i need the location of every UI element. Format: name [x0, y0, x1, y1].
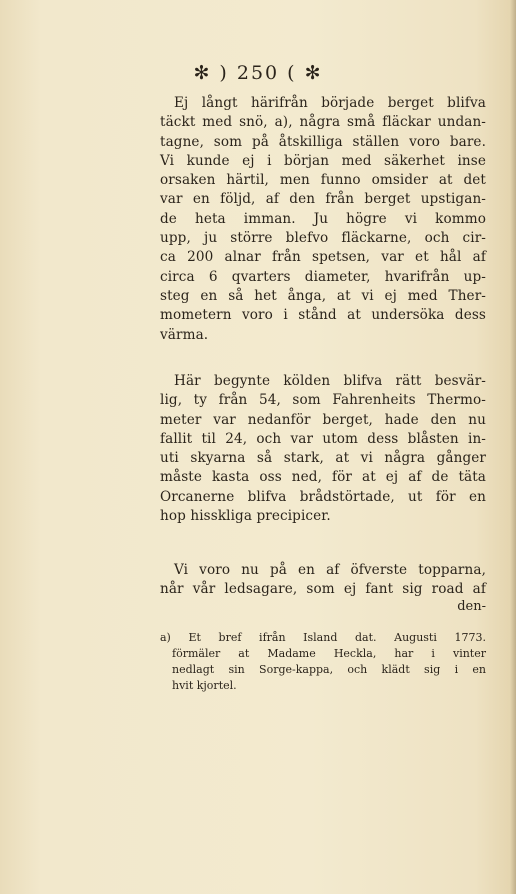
catchword: den- — [457, 599, 486, 614]
footnote-line: förmäler at Madame Heckla, har i vinter — [172, 647, 486, 660]
footnote-line: nedlagt sin Sorge-kappa, och klädt sig i en — [172, 663, 486, 676]
text-line: upp, ju större blefvo fläckarne, och cir- — [160, 230, 486, 247]
paragraph-3 — [160, 561, 486, 600]
text-line: meter var nedanför berget, hade den nu — [160, 411, 486, 428]
text-line: Orcanerne blifva brådstörtade, ut för en — [160, 488, 486, 505]
page-header: ✻ ) 250 ( ✻ — [193, 62, 323, 84]
text-line: mometern voro i stånd at undersöka dess — [160, 307, 486, 324]
text-line: uti skyarna så stark, at vi några gånger — [160, 450, 486, 467]
text-line: fallit til 24, och var utom dess blåsten in- — [160, 430, 486, 447]
text-line: Här begynte kölden blifva rätt besvär- — [174, 373, 486, 389]
text-line: circa 6 qvarters diameter, hvarifrån up- — [160, 268, 486, 285]
text-line: hop hisskliga precipicer. — [160, 508, 331, 525]
text-line: orsaken härtil, men funno omsider at det — [160, 172, 486, 189]
page-edge-shadow — [510, 0, 516, 894]
text-line: lig, ty från 54, som Fahrenheits Thermo- — [160, 392, 486, 409]
text-line: Vi kunde ej i början med säkerhet inse — [160, 152, 486, 169]
text-line: Ej långt härifrån började berget blifva — [174, 95, 486, 111]
paragraph-1 — [160, 94, 486, 345]
text-line: måste kasta oss ned, för at ej af de täta — [160, 469, 486, 486]
paragraph-2 — [160, 372, 486, 526]
text-line: når vår ledsagare, som ej fant sig road af — [160, 581, 486, 598]
text-line: Vi voro nu på en af öfverste topparna, — [174, 562, 486, 578]
footnote — [160, 630, 486, 694]
text-line: var en följd, af den från berget upstigan- — [160, 191, 486, 208]
text-line: steg en så het ånga, at vi ej med Ther- — [160, 287, 486, 304]
text-line: ca 200 alnar från spetsen, var et hål af — [160, 249, 486, 266]
text-line: täckt med snö, a), några små fläckar undan- — [160, 114, 486, 131]
text-line: tagne, som på åtskilliga ställen voro bare. — [160, 133, 486, 150]
footnote-line: hvit kjortel. — [172, 679, 237, 692]
text-line: värma. — [160, 326, 209, 343]
text-line: de heta imman. Ju högre vi kommo — [160, 210, 486, 227]
footnote-line: a) Et bref ifrån Island dat. Augusti 1773. — [160, 631, 486, 644]
